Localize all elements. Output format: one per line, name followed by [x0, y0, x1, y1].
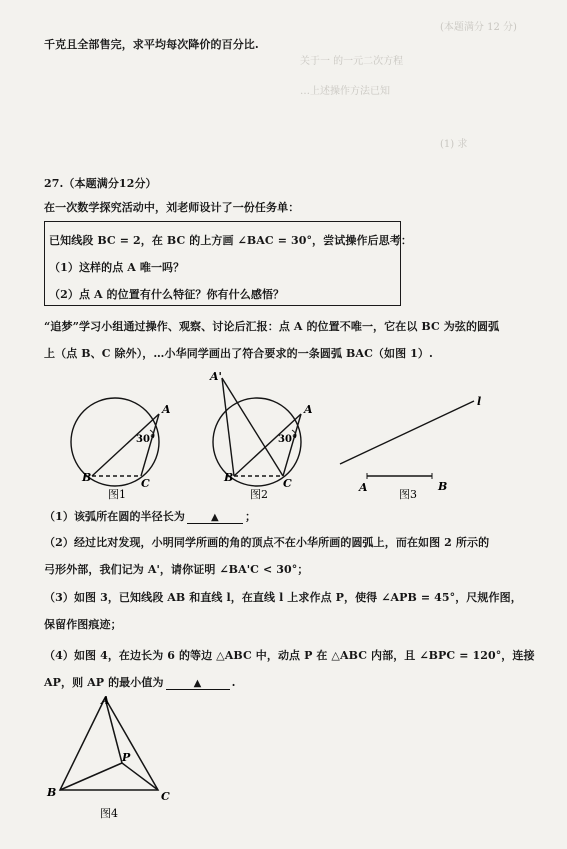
figure-3: [340, 401, 474, 479]
segment-ap: [105, 698, 122, 763]
bleed-through-text: 关于一 的一元二次方程: [300, 56, 404, 67]
segment-ab: [234, 414, 301, 476]
figure-caption: 图3: [399, 488, 417, 501]
figure-4: [0, 690, 300, 830]
answer-blank: ▲: [166, 678, 230, 690]
angle-label: 30°: [136, 434, 155, 445]
point-label-b: B: [82, 471, 92, 484]
sub-question-4-cont: [44, 674, 236, 690]
point-label-a: A: [162, 403, 171, 416]
point-label-c: C: [161, 790, 170, 803]
figures-1-3: [0, 360, 567, 508]
sub-question-3-cont: 保留作图痕迹；: [44, 618, 122, 631]
previous-question-tail: 千克且全部售完，求平均每次降价的百分比.: [44, 38, 259, 51]
figure-caption: 图1: [108, 488, 126, 501]
bleed-through-text: (1) 求: [440, 139, 468, 150]
task-line: （1）这样的点 A 唯一吗？: [49, 261, 185, 274]
figure-caption: 图4: [100, 807, 118, 820]
answer-blank: ▲: [187, 512, 243, 524]
paragraph: “追梦”学习小组通过操作、观察、讨论后汇报：点 A 的位置不唯一，它在以 BC 为弦的圆弧: [44, 320, 500, 333]
segment-ac: [283, 414, 301, 476]
point-label-b: B: [224, 471, 234, 484]
sub-question-3: （3）如图 3，已知线段 AB 和直线 l，在直线 l 上求作点 P，使得 ∠APB = 45°，尺规作图，: [44, 591, 522, 604]
sub-question-text: AP，则 AP 的最小值为: [44, 676, 164, 689]
point-label-c: C: [283, 477, 292, 490]
point-label-c: C: [141, 477, 150, 490]
sub-question-2-cont: 弓形外部，我们记为 A'，请你证明 ∠BA'C < 30°；: [44, 563, 309, 576]
point-label-p: P: [122, 751, 131, 764]
question-header: 27.（本题满分12分）: [44, 177, 157, 190]
paragraph: 上（点 B、C 除外），…小华同学画出了符合要求的一条圆弧 BAC（如图 1）.: [44, 347, 433, 360]
segment-ab: [92, 414, 159, 476]
angle-label: 30°: [278, 434, 297, 445]
segment-bp: [60, 763, 122, 790]
segment-ac: [141, 414, 159, 476]
point-label-a-prime: A': [210, 370, 222, 383]
point-label-b: B: [47, 786, 57, 799]
sub-question-2: （2）经过比对发现，小明同学所画的角的顶点不在小华所画的圆弧上，而在如图 2 所示的: [44, 536, 490, 549]
segment-a-prime-c: [222, 378, 283, 476]
bleed-through-text: (本题满分 12 分): [440, 22, 517, 33]
point-label-a: A: [304, 403, 313, 416]
sub-question-1: [44, 508, 256, 524]
figure-caption: 图2: [250, 488, 268, 501]
task-line: （2）点 A 的位置有什么特征？你有什么感悟？: [49, 288, 285, 301]
line-l: [340, 401, 474, 464]
sub-question-text: .: [231, 676, 236, 689]
question-intro: 在一次数学探究活动中，刘老师设计了一份任务单：: [44, 201, 300, 214]
line-label-l: l: [477, 395, 482, 408]
sub-question-4: （4）如图 4，在边长为 6 的等边 △ABC 中，动点 P 在 △ABC 内部，且 ∠BPC = 120°，连接: [44, 649, 535, 662]
point-label-a: A: [101, 694, 110, 707]
point-label-a: A: [359, 481, 368, 494]
bleed-through-text: …上述操作方法已知: [300, 86, 390, 97]
segment-cp: [122, 763, 158, 790]
figure-2: [213, 378, 301, 486]
task-line: 已知线段 BC = 2，在 BC 的上方画 ∠BAC = 30°，尝试操作后思考：: [49, 234, 412, 247]
point-label-b: B: [438, 480, 448, 493]
sub-question-text: ；: [244, 510, 257, 523]
sub-question-text: （1）该弧所在圆的半径长为: [44, 510, 185, 523]
segment-a-prime-b: [222, 378, 234, 476]
